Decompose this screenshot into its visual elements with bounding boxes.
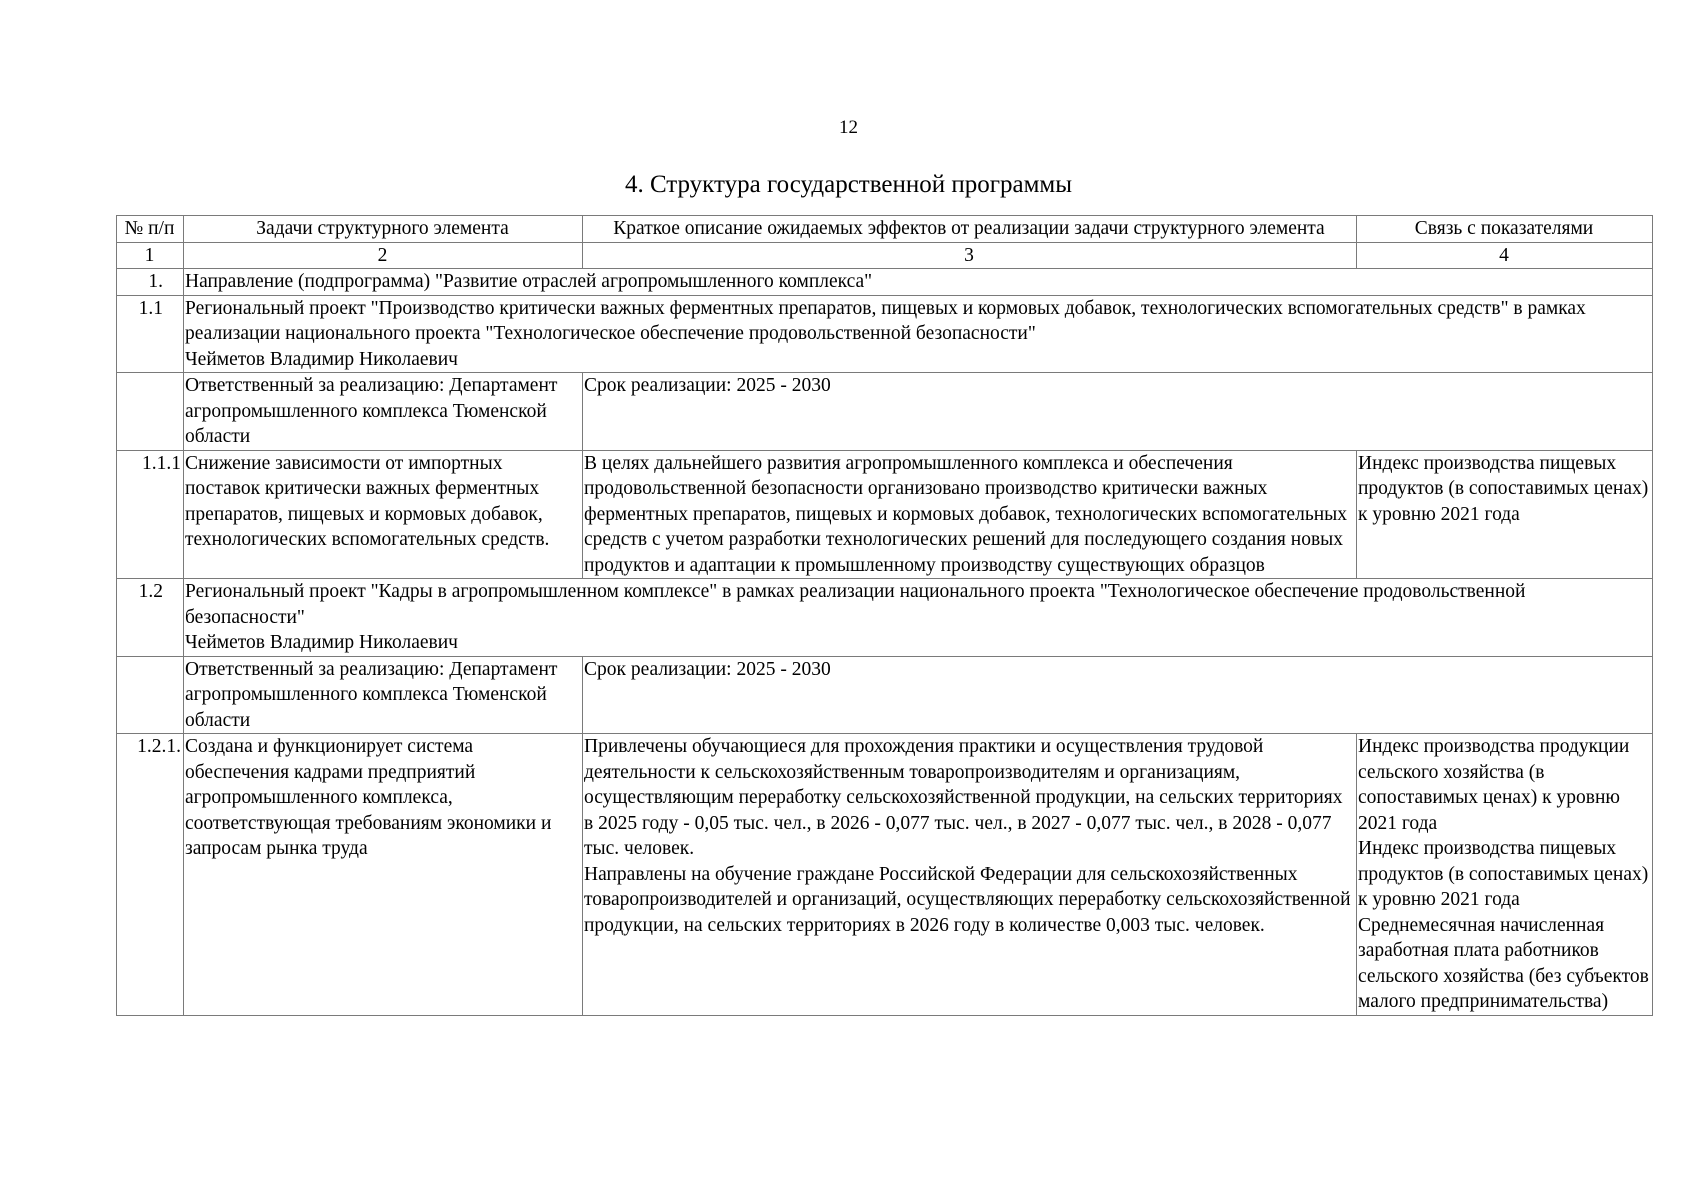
row-number: 1.1 [117, 295, 184, 373]
project-title: Региональный проект "Производство критически важных ферментных препаратов, пищевых и кормовых добавок, технологических вспомогательных средств" в рамках реализации национального проекта "Технологическое обеспечение продовольственной безопасности" Чейметов Владимир Николаевич [184, 295, 1653, 373]
column-number: 3 [583, 242, 1357, 269]
column-number: 2 [184, 242, 583, 269]
row-number: 1.2 [117, 579, 184, 657]
project-row [117, 579, 1653, 657]
row-number: 1.1.1 [117, 450, 184, 579]
responsible-cell: Ответственный за реализацию: Департамент агропромышленного комплекса Тюменской области [184, 656, 583, 734]
header-indicators: Связь с показателями [1357, 216, 1653, 243]
project-row [117, 295, 1653, 373]
program-structure-table [116, 215, 1653, 1016]
header-effects: Краткое описание ожидаемых эффектов от реализации задачи структурного элемента [583, 216, 1357, 243]
effects-cell: Привлечены обучающиеся для прохождения практики и осуществления трудовой деятельности к сельскохозяйственным товаропроизводителям и организациям, осуществляющим переработку сельскохозяйственной продукции, на сельских территориях в 2025 году - 0,05 тыс. чел., в 2026 - 0,077 тыс. чел., в 2027 - 0,077 тыс. чел., в 2028 - 0,077 тыс. человек. Направлены на обучение граждане Российской Федерации для сельскохозяйственных товаропроизводителей и организаций, осуществляющих переработку сельскохозяйственной продукции, на сельских территориях в 2026 году в количестве 0,003 тыс. человек. [583, 734, 1357, 1016]
indicators-cell: Индекс производства пищевых продуктов (в сопоставимых ценах) к уровню 2021 года [1357, 450, 1653, 579]
task-cell: Создана и функционирует система обеспечения кадрами предприятий агропромышленного комплекса, соответствующая требованиям экономики и запросам рынка труда [184, 734, 583, 1016]
project-title: Региональный проект "Кадры в агропромышленном комплексе" в рамках реализации национального проекта "Технологическое обеспечение продовольственной безопасности" Чейметов Владимир Николаевич [184, 579, 1653, 657]
header-row [117, 216, 1653, 243]
empty-cell [117, 373, 184, 451]
column-numbers-row [117, 242, 1653, 269]
page-number: 12 [839, 117, 858, 138]
task-row [117, 450, 1653, 579]
direction-row [117, 269, 1653, 296]
effects-cell: В целях дальнейшего развития агропромышленного комплекса и обеспечения продовольственной безопасности организовано производство критически важных ферментных препаратов, пищевых и кормовых добавок, технологических вспомогательных средств с учетом разработки технологических решений для последующего создания новых продуктов и адаптации к промышленному производству существующих образцов [583, 450, 1357, 579]
row-number: 1.2.1. [117, 734, 184, 1016]
term-cell: Срок реализации: 2025 - 2030 [583, 656, 1653, 734]
responsible-cell: Ответственный за реализацию: Департамент агропромышленного комплекса Тюменской области [184, 373, 583, 451]
header-number: № п/п [117, 216, 184, 243]
indicators-cell: Индекс производства продукции сельского хозяйства (в сопоставимых ценах) к уровню 2021 года Индекс производства пищевых продуктов (в сопоставимых ценах) к уровню 2021 года Среднемесячная начисленная заработная плата работников сельского хозяйства (без субъектов малого предпринимательства) [1357, 734, 1653, 1016]
document-title: 4. Структура государственной программы [624, 171, 1073, 198]
column-number: 4 [1357, 242, 1653, 269]
row-number: 1. [117, 269, 184, 296]
responsible-row [117, 656, 1653, 734]
task-row [117, 734, 1653, 1016]
term-cell: Срок реализации: 2025 - 2030 [583, 373, 1653, 451]
column-number: 1 [117, 242, 184, 269]
responsible-row [117, 373, 1653, 451]
direction-title: Направление (подпрограмма) "Развитие отраслей агропромышленного комплекса" [184, 269, 1653, 296]
empty-cell [117, 656, 184, 734]
task-cell: Снижение зависимости от импортных поставок критически важных ферментных препаратов, пищевых и кормовых добавок, технологических вспомогательных средств. [184, 450, 583, 579]
header-tasks: Задачи структурного элемента [184, 216, 583, 243]
